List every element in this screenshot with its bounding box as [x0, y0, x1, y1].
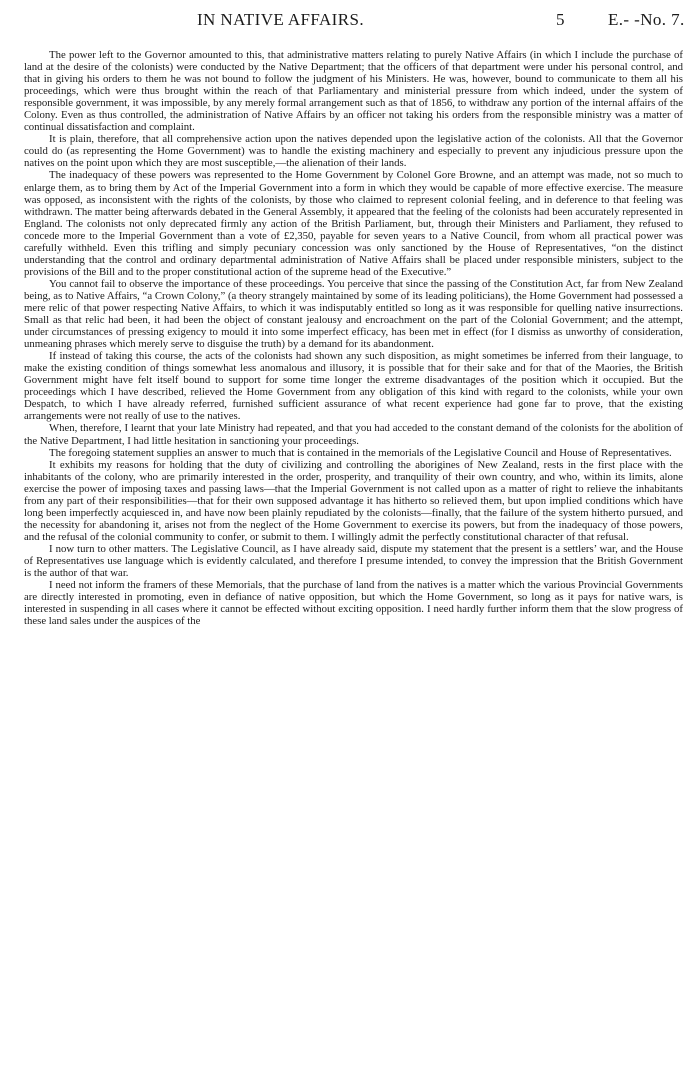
- paragraph: If instead of taking this course, the acts of the colonists had shown any such disposition, as might sometimes be inferred from their language, to make the existing condition of things somewhat less anomalous and illusory, it is possible that for their sake and for that of the Maories, the British Government might have felt itself bound to support for some time longer the extreme disadvantages of the position which it occupied. But the proceedings which I have described, relieved the Home Government from any obligation of this kind with regard to the colonists, while your own Despatch, to which I have already referred, furnished sufficient assurance of what recent experience had gone far to prove, that the existing arrangements were not really of use to the natives.: [24, 350, 683, 423]
- paragraph: It exhibits my reasons for holding that the duty of civilizing and controlling the aborigines of New Zealand, rests in the first place with the inhabitants of the colony, who are primarily interested in the order, prosperity, and tranquility of their own country, and who, within its limits, alone exercise the power of imposing taxes and passing laws—that the Imperial Government is not called upon as a matter of right to relieve the inhabitants from any part of their responsibilities—that for their own supposed advantage it has hitherto so relieved them, but upon implied conditions which have long been imperfectly acquiesced in, and have now been plainly repudiated by the colonists—finally, that the failure of the system hitherto pursued, and the necessity for abandoning it, arises not from the neglect of the Home Government to exercise its powers, but from the inadequacy of those powers, and the refusal of the colonial community to confer, or submit to them. I willingly admit the perfectly constitutional character of that refusal.: [24, 458, 683, 543]
- page-number: 5: [556, 10, 565, 29]
- paragraph: It is plain, therefore, that all comprehensive action upon the natives depended upon the legislative action of the colonists. All that the Governor could do (as representing the Home Government) was to handle the existing machinery and especially to prevent any injudicious pressure upon the natives on the point upon which they are most susceptible,—the alienation of their lands.: [24, 133, 683, 170]
- running-title: IN NATIVE AFFAIRS.: [197, 10, 364, 29]
- paragraph: I now turn to other matters. The Legislative Council, as I have already said, dispute my statement that the present is a settlers’ war, and the House of Representatives use language which is evidently calculated, and therefore I presume intended, to convey the impression that the British Government is the author of that war.: [24, 542, 683, 580]
- body-text: [24, 49, 683, 627]
- paragraph: The power left to the Governor amounted to this, that administrative matters relating to purely Native Affairs (in which I include the purchase of land at the desire of the colonists) were conducted by the Native Department; that the officers of that department were under his personal control, and that in giving his orders to them he was not bound to follow the judgment of his Ministers. He was, however, bound to communicate to them all his proceedings, which were thus brought within the reach of that Parliamentary and ministerial pressure from which indeed, under the system of responsible government, it was impossible, by any merely formal arrangement such as that of 1856, to withdraw any portion of the internal affairs of the Colony. Even as thus controlled, the administration of Native Affairs by an officer not taking his orders from the responsible ministry was a matter of continual dissatisfaction and complaint.: [24, 49, 683, 134]
- paragraph: The foregoing statement supplies an answer to much that is contained in the memorials of the Legislative Council and House of Representatives.: [49, 446, 672, 459]
- paragraph: The inadequacy of these powers was represented to the Home Government by Colonel Gore Browne, and an attempt was made, not so much to enlarge them, as to bring them by Act of the Imperial Government into a form in which they would be capable of more effective exercise. The measure was opposed, as inconsistent with the rights of the colonists, by those who claimed to represent colonial feeling, and in deference to that feeling was withdrawn. The matter being afterwards debated in the General Assembly, it appeared that the feeling of the colonists had been accurately represented in England. The colonists not only deprecated firmly any action of the British Parliament, but, through their Ministers and Parliament, they refused to concede more to the Imperial Government than a vote of £2,350, payable for seven years to a Native Council, from whom all practical power was carefully withheld. Even this trifling and simply pecuniary concession was only sanctioned by the House of Representatives, “on the distinct understanding that the control and ordinary departmental administration of Native Affairs shall be placed under responsible ministers, subject to the provisions of the Bill and to the proper constitutional action of the supreme head of the Executive.”: [24, 169, 683, 278]
- paragraph: You cannot fail to observe the importance of these proceedings. You perceive that since the passing of the Constitution Act, far from New Zealand being, as to Native Affairs, “a Crown Colony,” (a theory strangely maintained by some of its leading politicians), the Home Government had possessed a mere relic of that power respecting Native Affairs, to which it was indisputably entitled so long as it was responsible for quelling native insurrections. Small as that relic had been, it had been the object of constant jealousy and encroachment on the part of the Colonial Government; and the attempt, under circumstances of pressing exigency to mould it into some imperfect efficacy, has been met in effect (for I dismiss as unworthy of consideration, unmeaning phrases which merely serve to disguise the truth) by a demand for its abandonment.: [24, 277, 683, 351]
- paragraph: When, therefore, I learnt that your late Ministry had repeated, and that you had acceded to the constant demand of the colonists for the abolition of the Native Department, I had little hesitation in sanctioning your proceedings.: [24, 422, 683, 447]
- page-header: [22, 10, 690, 36]
- document-reference: E.- -No. 7.: [608, 10, 685, 29]
- paragraph: I need not inform the framers of these Memorials, that the purchase of land from the natives is a matter which the various Provincial Governments are directly interested in promoting, even in defiance of native opposition, but which the Home Government, so long as it pays for native wars, is interested in suspending in all cases where it cannot be effected without exciting opposition. I need hardly further inform them that the slow progress of these land sales under the auspices of the: [24, 579, 683, 628]
